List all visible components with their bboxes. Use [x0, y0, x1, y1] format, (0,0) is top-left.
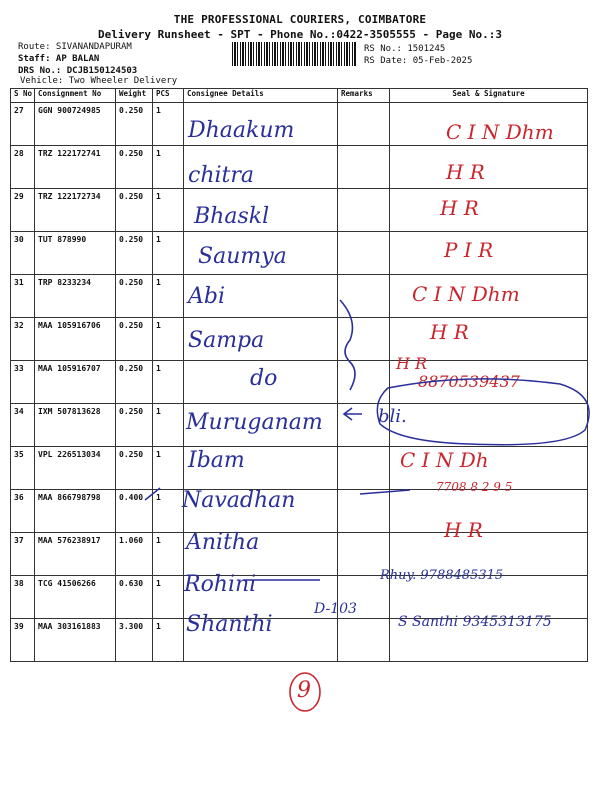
staff-label: Staff: AP BALAN [18, 54, 100, 64]
cell-pcs: 1 [153, 490, 184, 533]
cell-weight: 0.250 [116, 275, 153, 318]
handwritten-signature: Rhuy. 9788485315 [380, 568, 504, 583]
handwritten-phone: 7708 8 2 9 5 [436, 480, 513, 494]
cell-consignment: IXM 507813628 [35, 404, 116, 447]
vehicle-label: Vehicle: Two Wheeler Delivery [20, 76, 178, 86]
cell-sno: 37 [11, 533, 35, 576]
cell-pcs: 1 [153, 361, 184, 404]
handwritten-consignee: chitra [188, 163, 254, 188]
cell-pcs: 1 [153, 275, 184, 318]
cell-sno: 27 [11, 103, 35, 146]
handwritten-consignee: Abi [188, 284, 226, 309]
handwritten-consignee: Muruganam [186, 410, 323, 435]
brace-mark [340, 300, 355, 390]
handwritten-signature: H R [396, 354, 428, 373]
handwritten-signature: H R [440, 196, 479, 220]
cell-consignment: VPL 226513034 [35, 447, 116, 490]
cell-pcs: 1 [153, 318, 184, 361]
handwritten-consignee: do [250, 366, 278, 391]
dash-mark [360, 490, 410, 494]
cell-weight: 0.250 [116, 189, 153, 232]
cell-sno: 28 [11, 146, 35, 189]
cell-weight: 0.250 [116, 232, 153, 275]
col-header-remarks: Remarks [338, 89, 390, 103]
arrow-mark [344, 408, 362, 420]
handwritten-consignee: Navadhan [182, 488, 296, 513]
cell-sno: 32 [11, 318, 35, 361]
handwritten-signature: H R [430, 320, 469, 344]
handwritten-signature: P I R [444, 238, 494, 262]
page-mark-number: 9 [297, 678, 311, 703]
handwritten-phone: 8870539437 [418, 372, 520, 391]
cell-weight: 0.250 [116, 318, 153, 361]
col-header-consignment: Consignment No [35, 89, 116, 103]
rs-date: RS Date: 05-Feb-2025 [364, 56, 473, 66]
handwritten-signature: C I N Dhm [446, 120, 554, 144]
cell-pcs: 1 [153, 146, 184, 189]
cell-weight: 0.250 [116, 404, 153, 447]
cell-pcs: 1 [153, 447, 184, 490]
cell-consignment: TCG 41506266 [35, 576, 116, 619]
cell-sno: 39 [11, 619, 35, 662]
cell-consignment: MAA 105916706 [35, 318, 116, 361]
col-header-seal-signature: Seal & Signature [390, 89, 588, 103]
cell-weight: 0.400 [116, 490, 153, 533]
tick-mark [145, 488, 160, 500]
cell-consignment: MAA 576238917 [35, 533, 116, 576]
cell-sno: 36 [11, 490, 35, 533]
cell-weight: 0.250 [116, 103, 153, 146]
cell-sno: 31 [11, 275, 35, 318]
cell-pcs: 1 [153, 404, 184, 447]
cell-consignment: MAA 303161883 [35, 619, 116, 662]
runsheet-subtitle: Delivery Runsheet - SPT - Phone No.:0422-3505555 - Page No.:3 [98, 28, 502, 41]
cell-pcs: 1 [153, 533, 184, 576]
cell-weight: 0.630 [116, 576, 153, 619]
cell-sno: 30 [11, 232, 35, 275]
col-header-weight: Weight [116, 89, 153, 103]
rs-number: RS No.: 1501245 [364, 44, 446, 54]
cell-pcs: 1 [153, 619, 184, 662]
cell-consignment: GGN 900724985 [35, 103, 116, 146]
handwritten-consignee: Rohini [184, 572, 257, 597]
drs-number: DRS No.: DCJB150124503 [18, 66, 138, 76]
cell-consignment: TRZ 122172741 [35, 146, 116, 189]
cell-consignment: MAA 866798798 [35, 490, 116, 533]
handwritten-signature: S Santhi 9345313175 [398, 614, 552, 630]
cell-weight: 0.250 [116, 146, 153, 189]
cell-weight: 3.300 [116, 619, 153, 662]
company-title: THE PROFESSIONAL COURIERS, COIMBATORE [173, 13, 427, 26]
cell-consignment: TUT 878990 [35, 232, 116, 275]
handwritten-consignee: Saumya [198, 244, 287, 269]
cell-consignment: MAA 105916707 [35, 361, 116, 404]
cell-consignment: TRP 8233234 [35, 275, 116, 318]
handwritten-consignee: Sampa [188, 328, 265, 353]
handwritten-consignee: Ibam [188, 448, 245, 473]
handwritten-signature: C I N Dh [400, 448, 489, 472]
cell-pcs: 1 [153, 232, 184, 275]
cell-weight: 1.060 [116, 533, 153, 576]
handwritten-consignee: Dhaakum [188, 118, 295, 143]
route-label: Route: SIVANANDAPURAM [18, 42, 132, 52]
circle-mark [377, 379, 589, 445]
col-header-pcs: PCS [153, 89, 184, 103]
col-header-consignee: Consignee Details [184, 89, 338, 103]
cell-pcs: 1 [153, 103, 184, 146]
handwritten-flat-number: D-103 [314, 601, 357, 617]
cell-weight: 0.250 [116, 361, 153, 404]
cell-pcs: 1 [153, 189, 184, 232]
col-header-sno: S No [11, 89, 35, 103]
handwritten-signature: C I N Dhm [412, 282, 520, 306]
cell-consignment: TRZ 122172734 [35, 189, 116, 232]
handwritten-consignee: Bhaskl [194, 204, 270, 229]
handwritten-signature: bli. [378, 406, 407, 427]
handwritten-signature: H R [444, 518, 483, 542]
handwritten-signature: H R [446, 160, 485, 184]
cell-sno: 29 [11, 189, 35, 232]
handwritten-consignee: Shanthi [186, 612, 273, 637]
cell-pcs: 1 [153, 576, 184, 619]
cell-sno: 34 [11, 404, 35, 447]
handwritten-consignee: Anitha [186, 530, 260, 555]
cell-sno: 35 [11, 447, 35, 490]
cell-weight: 0.250 [116, 447, 153, 490]
cell-sno: 38 [11, 576, 35, 619]
cell-sno: 33 [11, 361, 35, 404]
